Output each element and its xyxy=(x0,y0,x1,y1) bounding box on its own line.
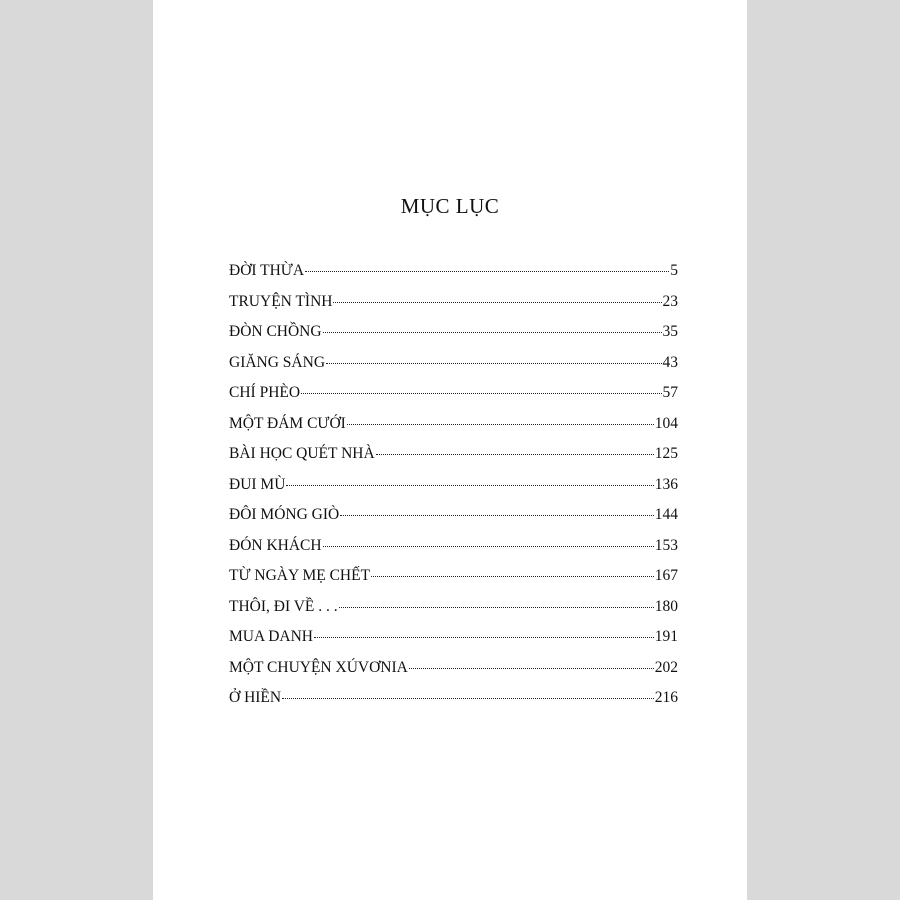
toc-entry xyxy=(229,506,678,537)
toc-entry-title: MỘT CHUYỆN XÚVƠNIA xyxy=(229,658,408,676)
toc-entry-title: GIĂNG SÁNG xyxy=(229,353,326,371)
dot-leader xyxy=(305,271,669,272)
toc-entry-title: MỘT ĐÁM CƯỚI xyxy=(229,414,346,432)
dot-leader xyxy=(282,698,654,699)
toc-entry xyxy=(229,659,678,690)
toc-entry-title: MUA DANH xyxy=(229,628,313,645)
dot-leader xyxy=(286,485,653,486)
toc-entry-title: TRUYỆN TÌNH xyxy=(229,292,333,310)
toc-entry-title: BÀI HỌC QUÉT NHÀ xyxy=(229,445,375,462)
dot-leader xyxy=(323,546,654,547)
toc-entry-page-number: 180 xyxy=(654,597,678,615)
book-page xyxy=(153,0,747,900)
toc-entry xyxy=(229,354,678,385)
toc-entry-title: Ở HIỀN xyxy=(229,689,282,706)
toc-entry xyxy=(229,537,678,568)
toc-entry-title: ĐUI MÙ xyxy=(229,475,286,493)
toc-entry-page-number: 57 xyxy=(662,384,678,401)
toc-entry-title: ĐÒN CHỒNG xyxy=(229,323,322,340)
toc-entry xyxy=(229,323,678,354)
toc-entry xyxy=(229,598,678,629)
toc-entry-title: ĐÓN KHÁCH xyxy=(229,536,322,554)
toc-entry-page-number: 43 xyxy=(662,353,678,371)
dot-leader xyxy=(326,363,661,364)
dot-leader xyxy=(371,576,654,577)
toc-entry-page-number: 167 xyxy=(654,567,678,584)
toc-entry-page-number: 216 xyxy=(654,689,678,706)
toc-entry xyxy=(229,476,678,507)
toc-entry xyxy=(229,567,678,598)
dot-leader xyxy=(333,302,661,303)
toc-entry-title: ĐÔI MÓNG GIÒ xyxy=(229,506,340,523)
toc-entry xyxy=(229,628,678,659)
dot-leader xyxy=(376,454,654,455)
toc-entry-title: ĐỜI THỪA xyxy=(229,262,305,279)
dot-leader xyxy=(347,424,654,425)
toc-entry xyxy=(229,689,678,720)
toc-entry xyxy=(229,384,678,415)
toc-entry xyxy=(229,445,678,476)
toc-entry xyxy=(229,262,678,293)
toc-entry-page-number: 202 xyxy=(654,658,678,676)
toc-entry-title: TỪ NGÀY MẸ CHẾT xyxy=(229,567,371,584)
toc-entry-page-number: 153 xyxy=(654,536,678,554)
toc-title: MỤC LỤC xyxy=(400,194,500,218)
toc-entry-title: THÔI, ĐI VỀ . . . xyxy=(229,597,338,615)
toc-entry-page-number: 125 xyxy=(654,445,678,462)
dot-leader xyxy=(314,637,654,638)
toc-entry-page-number: 144 xyxy=(654,506,678,523)
toc-entry-page-number: 5 xyxy=(670,262,678,279)
toc-entry xyxy=(229,415,678,446)
toc-entry xyxy=(229,293,678,324)
dot-leader xyxy=(340,515,654,516)
toc-entry-title: CHÍ PHÈO xyxy=(229,384,301,401)
toc-entry-page-number: 104 xyxy=(654,414,678,432)
toc-list xyxy=(229,262,678,720)
toc-entry-page-number: 191 xyxy=(654,628,678,645)
dot-leader xyxy=(301,393,661,394)
dot-leader xyxy=(339,607,654,608)
toc-entry-page-number: 136 xyxy=(654,475,678,493)
dot-leader xyxy=(409,668,654,669)
toc-entry-page-number: 23 xyxy=(662,292,678,310)
dot-leader xyxy=(323,332,662,333)
toc-entry-page-number: 35 xyxy=(662,323,678,340)
